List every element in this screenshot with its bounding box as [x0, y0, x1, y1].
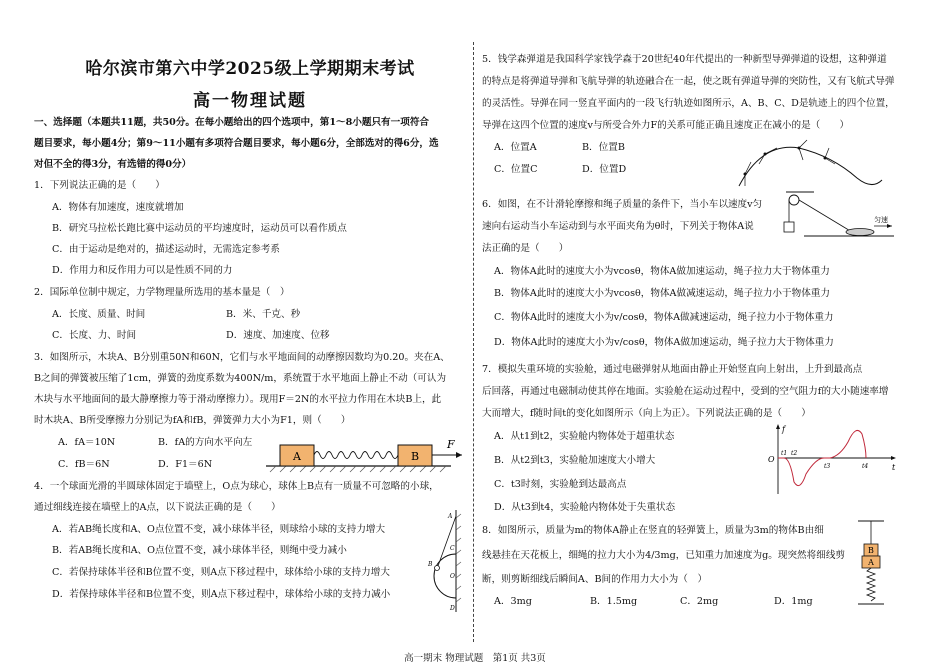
section-heading-line2: 题目要求，每小题4分；第9～11小题有多项符合题目要求，每小题6分，全部选对的得6分，选 — [34, 138, 439, 149]
q7-t-label: t — [892, 463, 896, 472]
q8-option-b: B．1.5mg — [590, 596, 638, 607]
q4-option-b: B．若AB绳长度和A、O点位置不变，减小球体半径，则绳中受力减小 — [52, 545, 347, 556]
q6-block-a — [784, 222, 794, 232]
q4-label-c: C — [450, 545, 455, 552]
q3-block-a-label: A — [293, 450, 301, 463]
q5-line3: 的灵活性。导弹在同一竖直平面内的一段飞行轨迹如图所示，A、B、C、D是轨迹上的四个位置， — [482, 98, 895, 109]
q3-option-c: C．fB＝6N — [58, 459, 110, 470]
q3-option-a: A．fA＝10N — [58, 437, 116, 448]
q4-label-o: O — [450, 573, 455, 580]
q5-option-b: B．位置B — [582, 142, 625, 153]
q6-line3: 法正确的是（ ） — [482, 243, 569, 254]
q7-line2: 后回落，再通过电磁制动使其停在地面。实验舱在运动过程中，受到的空气阻力f的大小随速率增 — [482, 386, 889, 397]
q1-stem: 1．下列说法正确的是（ ） — [34, 180, 165, 191]
q3-force-arrowhead — [456, 452, 462, 458]
q5-line1: 5．钱学森弹道是我国科学家钱学森于20世纪40年代提出的一种新型导弹弹道的设想，这种弹道 — [482, 54, 887, 65]
q6-line2: 速向右运动当小车运动到与水平面夹角为θ时，下列关于物体A说 — [482, 221, 754, 232]
q3-option-b: B．fA的方向水平向左 — [158, 437, 253, 448]
q6-rope-slant — [799, 200, 852, 232]
page-footer: 高一期末 物理试题 第1页 共3页 — [404, 653, 546, 664]
q1-option-b: B．研究马拉松长跑比赛中运动员的平均速度时，运动员可以看作质点 — [52, 223, 347, 234]
q1-option-c: C．由于运动是绝对的，描述运动时，无需选定参考系 — [52, 244, 280, 255]
q8-option-a: A．3mg — [494, 596, 532, 607]
q2-option-a: A．长度、质量、时间 — [52, 309, 146, 320]
q4-figure — [424, 508, 464, 616]
q3-option-d: D．F1＝6N — [158, 459, 213, 470]
q8-line1: 8．如图所示，质量为m的物体A静止在竖直的轻弹簧上，质量为3m的物体B由细 — [482, 525, 824, 536]
q7-f-label: f — [782, 425, 785, 434]
q7-option-b: B．从t2到t3，实验舱加速度大小增大 — [494, 455, 656, 466]
q6-pulley — [789, 195, 799, 205]
q3-line4: 时木块A、B所受摩擦力分别记为fA和fB，弹簧弹力大小为F1，则（ ） — [34, 415, 351, 426]
q8-line2: 线悬挂在天花板上，细绳的拉力大小为4/3mg，已知重力加速度为g。现突然将细线剪 — [482, 550, 846, 561]
q3-ground-hatch — [270, 466, 446, 472]
q6-cart — [846, 229, 874, 236]
q6-option-d: D．物体A此时的速度大小为v/cosθ，物体A做加速运动，绳子拉力大于物体重力 — [494, 337, 834, 348]
q5-line2: 的特点是将弹道导弹和飞航导弹的轨迹融合在一起，使之既有弹道导弹的突防性，又有飞航式导弹 — [482, 76, 895, 87]
q4-line2: 通过细线连接在墙壁上的A点，以下说法正确的是（ ） — [34, 502, 281, 513]
q7-origin-label: O — [768, 455, 775, 464]
q8-option-c: C．2mg — [680, 596, 719, 607]
q5-line4: 导弹在这四个位置的速度v与所受合外力F的关系可能正确且速度正在减小的是（ ） — [482, 120, 850, 131]
q2-option-b: B．米、千克、秒 — [226, 309, 301, 320]
q4-label-d: D — [450, 605, 455, 612]
section-heading-line1: 一、选择题（本题共11题，共50分。在每小题给出的四个选项中，第1～8小题只有一项符合 — [34, 117, 430, 128]
q8-line3: 断，则剪断细线后瞬间A、B间的作用力大小为（ ） — [482, 574, 708, 585]
q1-option-d: D．作用力和反作用力可以是性质不同的力 — [52, 265, 233, 276]
q8-block-b-label: B — [868, 546, 874, 555]
q7-option-d: D．从t3到t4，实验舱内物体处于失重状态 — [494, 502, 676, 513]
q3-figure — [266, 432, 466, 474]
q6-option-a: A．物体A此时的速度大小为vcosθ，物体A做加速运动，绳子拉力大于物体重力 — [494, 266, 830, 277]
q7-t1-label: t1 — [781, 450, 788, 457]
q3-line3: 木块与水平地面间的最大静摩擦力等于滑动摩擦力）。现用F＝2N的水平拉力作用在木块B上，此 — [34, 394, 442, 405]
q5-trajectory-curve — [739, 147, 882, 186]
q4-label-a: A — [448, 513, 453, 520]
q4-option-d: D．若保持球体半径和B位置不变，则A点下移过程中，球体给小球的支持力减小 — [52, 589, 391, 600]
q5-trajectory-figure — [737, 136, 887, 192]
q4-line1: 4．一个球面光滑的半圆球体固定于墙壁上，O点为球心，球体上B点有一质量不可忽略的小球， — [34, 481, 439, 492]
q6-option-b: B．物体A此时的速度大小为vcosθ，物体A做减速运动，绳子拉力小于物体重力 — [494, 288, 830, 299]
q8-option-d: D．1mg — [774, 596, 813, 607]
q8-spring — [867, 568, 875, 601]
q7-t4-label: t4 — [862, 463, 869, 470]
q7-option-c: C．t3时刻，实验舱到达最高点 — [494, 479, 627, 490]
exam-subtitle: 高一物理试题 — [193, 91, 307, 111]
q1-option-a: A．物体有加速度，速度就增加 — [52, 202, 184, 213]
q5-option-c: C．位置C — [494, 164, 538, 175]
q3-block-b-label: B — [410, 450, 420, 463]
q3-line1: 3．如图所示，木块A、B分别重50N和60N，它们与水平地面间的动摩擦因数均为0.20。夹在A、 — [34, 352, 450, 363]
q3-line2: B之间的弹簧被压缩了1cm，弹簧的劲度系数为400N/m，系统置于水平地面上静止不动（可认为 — [34, 373, 447, 384]
q4-small-ball — [435, 566, 440, 571]
q8-block-a-label: A — [868, 558, 874, 567]
q8-figure — [854, 518, 890, 612]
exam-title: 哈尔滨市第六中学2025级上学期期末考试 — [85, 59, 415, 79]
q7-line3: 大而增大，f随时间t的变化如图所示（向上为正）。下列说法正确的是（ ） — [482, 408, 811, 419]
q5-option-d: D．位置D — [582, 164, 627, 175]
q7-t3-label: t3 — [824, 463, 831, 470]
q2-option-d: D．速度、加速度、位移 — [226, 330, 330, 341]
q7-graph — [766, 422, 900, 498]
q6-pulley-figure — [774, 190, 896, 240]
q7-option-a: A．从t1到t2，实验舱内物体处于超重状态 — [494, 431, 675, 442]
q6-option-c: C．物体A此时的速度大小为v/cosθ，物体A做减速运动，绳子拉力小于物体重力 — [494, 312, 834, 323]
q4-label-b: B — [428, 561, 433, 568]
q2-option-c: C．长度、力、时间 — [52, 330, 137, 341]
q6-line1: 6．如图，在不计滑轮摩擦和绳子质量的条件下，当小车以速度v匀 — [482, 199, 763, 210]
q7-line1: 7．模拟失重环境的实验舱，通过电磁弹射从地面由静止开始竖直向上射出，上升到最高点 — [482, 364, 863, 375]
q2-stem: 2．国际单位制中规定，力学物理量所选用的基本量是（ ） — [34, 287, 290, 298]
q4-option-c: C．若保持球体半径和B位置不变，则A点下移过程中，球体给小球的支持力增大 — [52, 567, 390, 578]
q6-speed-label: 匀速 — [874, 216, 888, 224]
column-divider — [473, 42, 474, 642]
q4-wall-hatch — [456, 514, 461, 602]
q4-option-a: A．若AB绳长度和A、O点位置不变，减小球体半径，则球给小球的支持力增大 — [52, 524, 386, 535]
q4-string — [438, 516, 456, 566]
q7-t2-label: t2 — [791, 450, 798, 457]
section-heading-line3: 对但不全的得3分，有选错的得0分） — [34, 159, 192, 170]
q3-force-label: F — [447, 438, 455, 451]
q5-option-a: A．位置A — [494, 142, 537, 153]
